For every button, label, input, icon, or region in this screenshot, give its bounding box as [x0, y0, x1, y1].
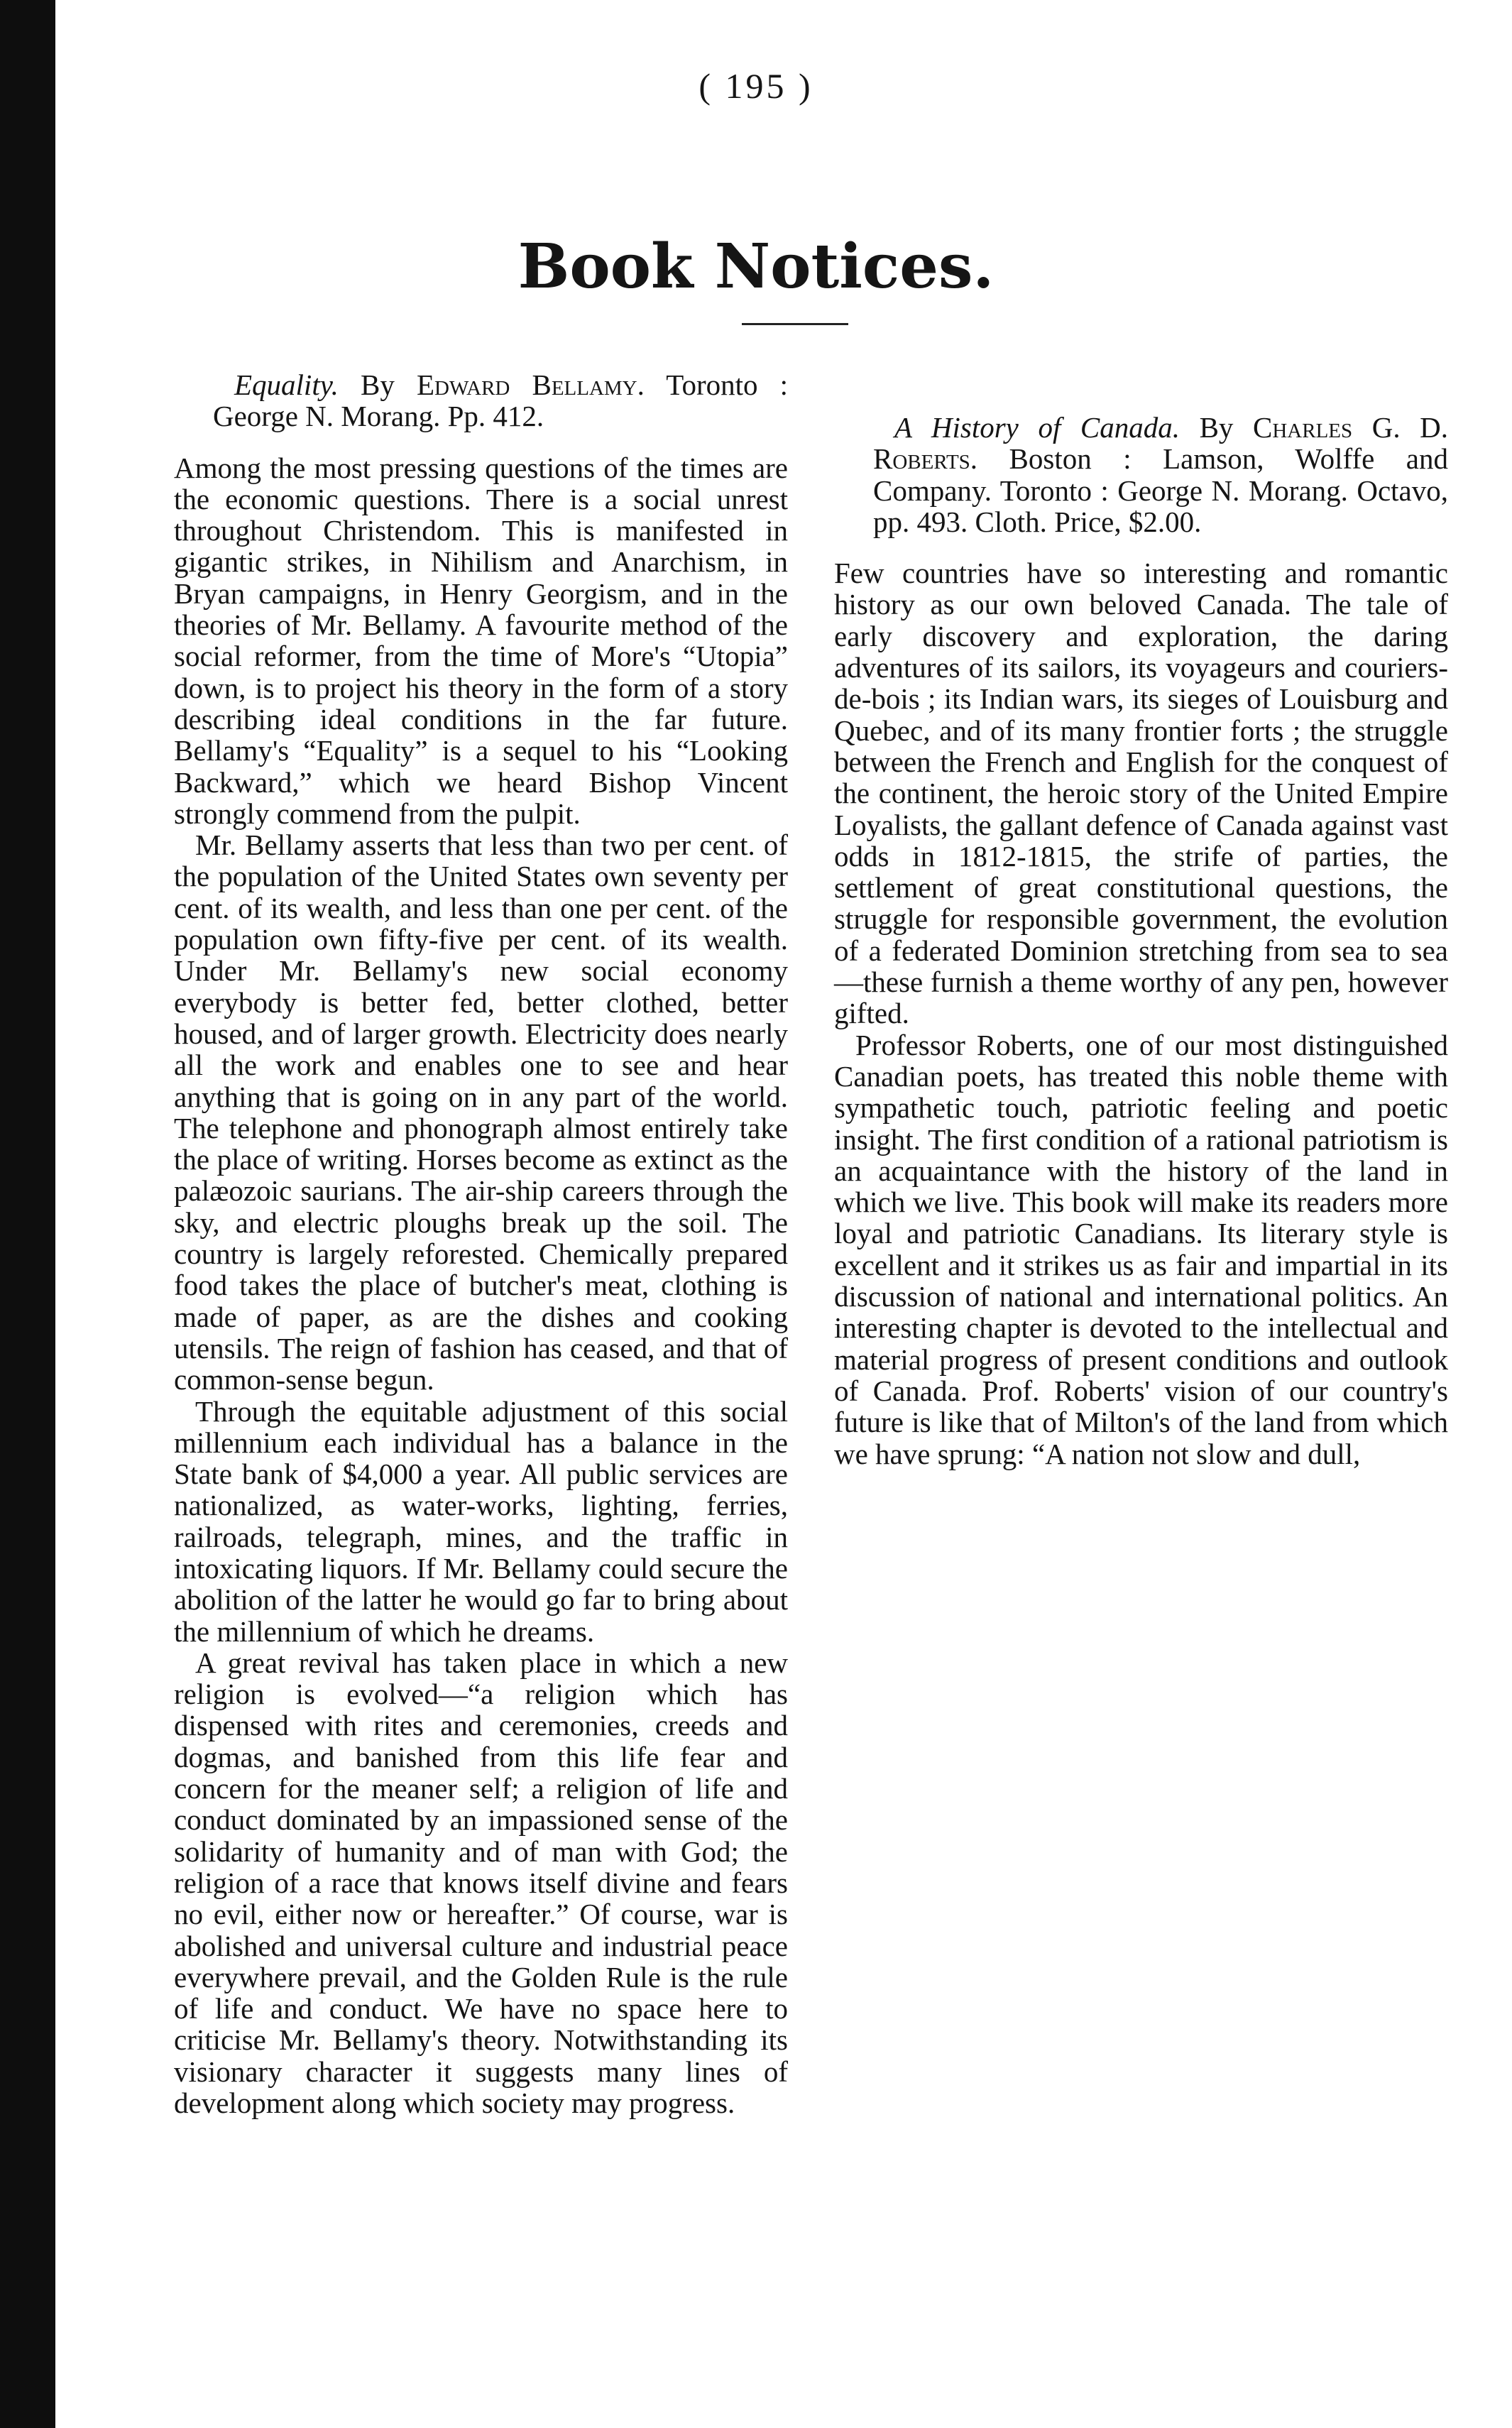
- by-label: By: [361, 368, 395, 401]
- book-title: Equality.: [234, 368, 339, 401]
- review-paragraph: Mr. Bellamy asserts that less than two per cent. of the population of the United States own seventy per cent. of its wealth, and less than one per cent. of the population own fifty-five per cent. of its wealth. Under Mr. Bellamy's new social economy everybody is better fed, better clothed, better housed, and of larger growth. Electricity does nearly all the work and enables one to see and hear anything that is going on in any part of the world. The telephone and phonograph almost entirely take the place of writing. Horses become as extinct as the palæozoic saurians. The air-ship careers through the sky, and electric ploughs break up the soil. The country is largely reforested. Chemically prepared food takes the place of butcher's meat, clothing is made of paper, as are the dishes and cooking utensils. The reign of fashion has ceased, and that of common-sense begun.: [174, 829, 788, 1396]
- review-paragraph: Among the most pressing questions of the times are the economic questions. There is a social unrest throughout Christendom. This is manifested in gigantic strikes, in Nihilism and Anarchism, in Bryan campaigns, in Henry Georgism, and in the theories of Mr. Bellamy. A favourite method of the social reformer, from the time of More's “Utopia” down, is to project his theory in the form of a story describing ideal conditions in the far future. Bellamy's “Equality” is a sequel to his “Looking Backward,” which we heard Bishop Vincent strongly commend from the pulpit.: [174, 451, 788, 830]
- page-title: Book Notices.: [517, 231, 995, 302]
- book-author: Charles G. D. Roberts.: [873, 411, 1449, 476]
- review-paragraph: Few countries have so interesting and romantic history as our own beloved Canada. The tale of early discovery and exploration, the daring adventures of its sailors, its voyageurs and couriers-de-bois ; its Indian wars, its sieges of Louisburg and Quebec, and of its many frontier forts ; the struggle between the French and English for the conquest of the continent, the heroic story of the United Empire Loyalists, the gallant defence of Canada against vast odds in 1812-1815, the strife of parties, the settlement of great constitutional questions, the struggle for responsible government, the evolution of a federated Dominion stretching from sea to sea—these furnish a theme worthy of any pen, however gifted.: [834, 557, 1448, 1030]
- spacer: [174, 432, 788, 452]
- review-heading-equality: [174, 369, 788, 432]
- book-publisher: Toronto : George N. Morang. Pp. 412.: [213, 368, 788, 433]
- spacer: [834, 537, 1448, 557]
- review-paragraph: A great revival has taken place in which a new religion is evolved—“a religion which has dispensed with rites and ceremonies, creeds and dogmas, and banished from this life fear and concern for the meaner self; a religion of life and conduct dominated by an impassioned sense of the solidarity of humanity and of man with God; the religion of a race that knows itself divine and fears no evil, either now or hereafter.” Of course, war is abolished and universal culture and industrial peace everywhere prevail, and the Golden Rule is the rule of life and conduct. We have no space here to criticise Mr. Bellamy's theory. Notwithstanding its visionary character it suggests many lines of development along which society may progress.: [174, 1646, 788, 2120]
- page-number: ( 195 ): [699, 66, 813, 106]
- left-column: [174, 369, 788, 2118]
- right-column-continued: [834, 412, 1448, 1470]
- book-author: Edward Bellamy.: [416, 368, 645, 401]
- by-label: By: [1199, 411, 1234, 444]
- scan-edge: [0, 0, 55, 2428]
- review-paragraph: Professor Roberts, one of our most distinguished Canadian poets, has treated this noble theme with sympathetic touch, patriotic feeling and poetic insight. The first condition of a rational patriotism is an acquaintance with the history of the land in which we live. This book will make its readers more loyal and patriotic Canadians. Its literary style is excellent and it strikes us as fair and impartial in its discussion of national and international politics. An interesting chapter is devoted to the intellectual and material progress of present conditions and outlook of Canada. Prof. Roberts' vision of our country's future is like that of Milton's of the land from which we have sprung: “A nation not slow and dull,: [834, 1028, 1448, 1470]
- review-heading-history-of-canada: [834, 412, 1448, 537]
- book-publisher: Boston : Lamson, Wolffe and Company. Toronto : George N. Morang. Octavo, pp. 493. Cloth. Price, $2.00.: [873, 442, 1448, 538]
- review-paragraph: Through the equitable adjustment of this social millennium each individual has a balance in the State bank of $4,000 a year. All public services are nationalized, as water-works, lighting, ferries, railroads, telegraph, mines, and the traffic in intoxicating liquors. If Mr. Bellamy could secure the abolition of the latter he would go far to bring about the millennium of which he dreams.: [174, 1394, 788, 1648]
- title-divider: [742, 323, 848, 325]
- book-title: A History of Canada.: [894, 411, 1180, 444]
